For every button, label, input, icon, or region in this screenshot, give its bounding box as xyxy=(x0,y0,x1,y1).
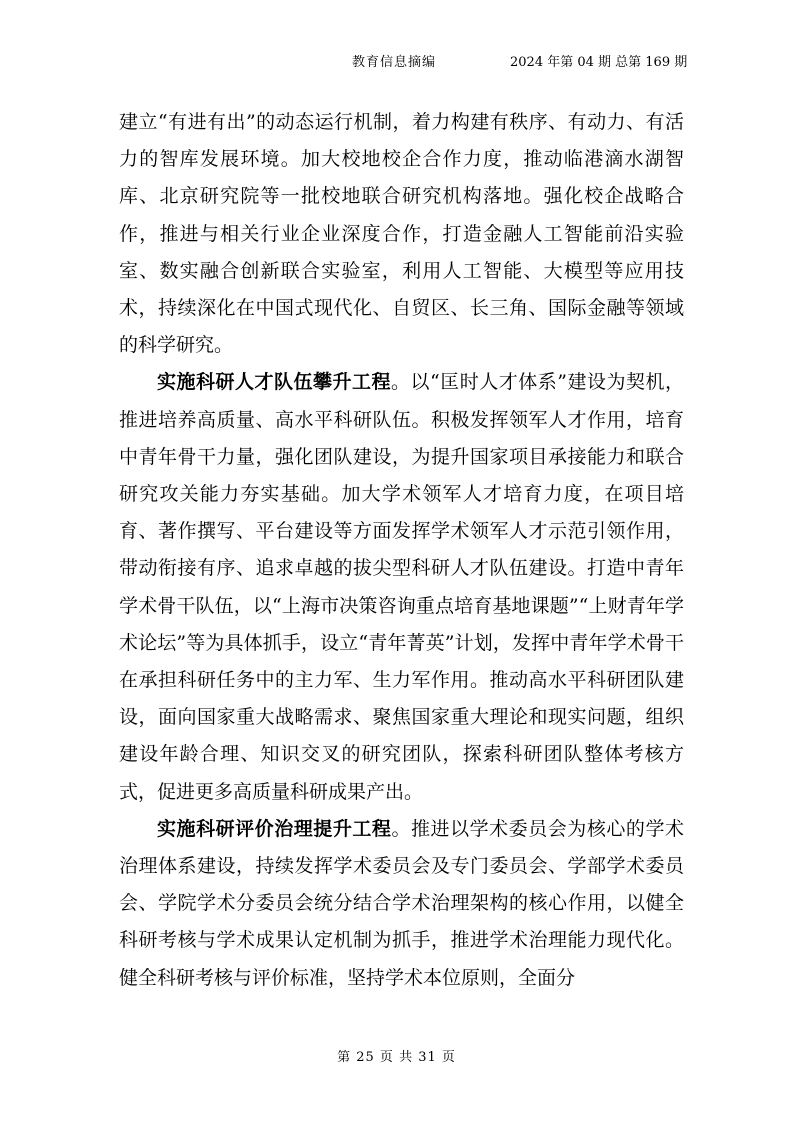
page-header xyxy=(0,51,793,73)
paragraph-1 xyxy=(119,104,684,364)
page-footer: 第 25 页 共 31 页 xyxy=(337,1050,456,1065)
paragraph-3 xyxy=(119,811,684,997)
paragraph-text: 。推进以学术委员会为核心的学术治理体系建设，持续发挥学术委员会及专门委员会、学部学术委员会、学院学术分委员会统分结合学术治理架构的核心作用，以健全科研考核与学术成果认定机制为抓手，推进学术治理能力现代化。健全科研考核与评价标准，坚持学术本位原则，全面分 xyxy=(119,817,684,989)
paragraph-2 xyxy=(119,364,684,810)
paragraph-text: 。以“匡时人才体系”建设为契机，推进培养高质量、高水平科研队伍。积极发挥领军人才作用，培育中青年骨干力量，强化团队建设，为提升国家项目承接能力和联合研究攻关能力夯实基础。加大学术领军人才培育力度，在项目培育、著作撰写、平台建设等方面发挥学术领军人才示范引领作用，带动衔接有序、追求卓越的拔尖型科研人才队伍建设。打造中青年学术骨干队伍，以“上海市决策咨询重点培育基地课题”“上财青年学术论坛”等为具体抓手，设立“青年菁英”计划，发挥中青年学术骨干在承担科研任务中的主力军、生力军作用。推动高水平科研团队建设，面向国家重大战略需求、聚焦国家重大理论和现实问题，组织建设年龄合理、知识交叉的研究团队，探索科研团队整体考核方式，促进更多高质量科研成果产出。 xyxy=(119,371,684,803)
paragraph-lead: 实施科研评价治理提升工程 xyxy=(157,817,392,840)
issue-label: 2024 年第 04 期 总第 169 期 xyxy=(510,55,688,70)
paragraph-lead: 实施科研人才队伍攀升工程 xyxy=(157,371,392,394)
document-body xyxy=(119,104,684,997)
publication-title: 教育信息摘编 xyxy=(352,55,437,70)
paragraph-text: 建立“有进有出”的动态运行机制，着力构建有秩序、有动力、有活力的智库发展环境。加大校地校企合作力度，推动临港滴水湖智库、北京研究院等一批校地联合研究机构落地。强化校企战略合作，推进与相关行业企业深度合作，打造金融人工智能前沿实验室、数实融合创新联合实验室，利用人工智能、大模型等应用技术，持续深化在中国式现代化、自贸区、长三角、国际金融等领域的科学研究。 xyxy=(119,111,684,357)
